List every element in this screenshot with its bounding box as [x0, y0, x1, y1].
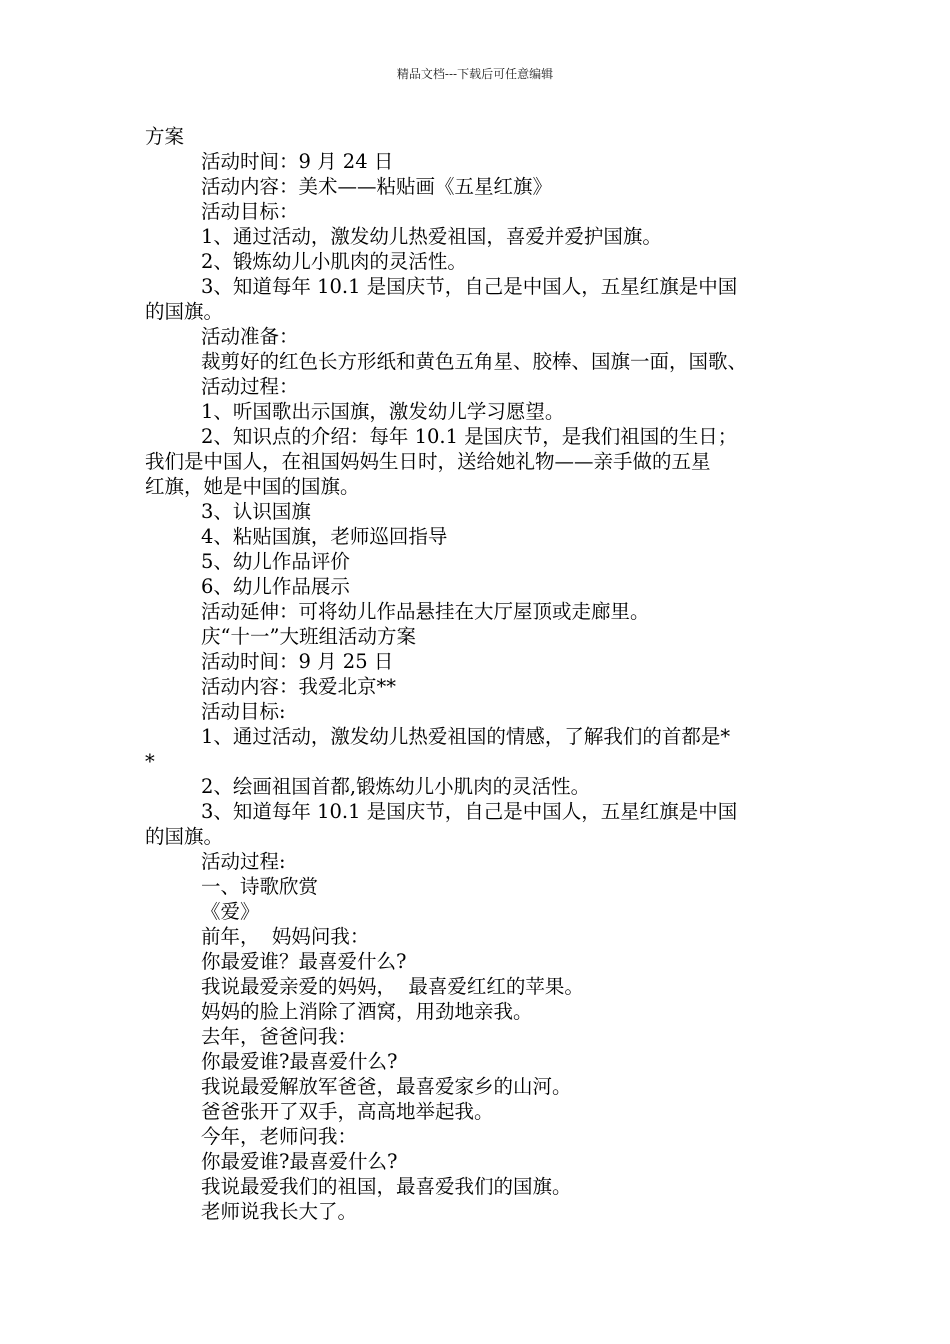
text-line: 一、诗歌欣赏 — [201, 875, 319, 898]
text-line: 3、知道每年 10.1 是国庆节，自己是中国人，五星红旗是中国 — [201, 275, 738, 298]
text-line: 方案 — [145, 125, 185, 148]
text-line: 今年，老师问我： — [201, 1125, 358, 1148]
text-line: 老师说我长大了。 — [201, 1200, 358, 1223]
text-line: * — [145, 750, 155, 773]
text-line: 活动过程: — [201, 850, 286, 873]
text-line: 5、幼儿作品评价 — [201, 550, 350, 573]
text-line: 1、听国歌出示国旗，激发幼儿学习愿望。 — [201, 400, 565, 423]
text-line: 我们是中国人，在祖国妈妈生日时，送给她礼物——亲手做的五星 — [145, 450, 711, 473]
text-line: 活动准备： — [201, 325, 299, 348]
text-line: 活动时间：9 月 24 日 — [201, 150, 394, 173]
text-line: 我说最爱我们的祖国，最喜爱我们的国旗。 — [201, 1175, 572, 1198]
text-line: 《爱》 — [201, 900, 260, 923]
text-line: 裁剪好的红色长方形纸和黄色五角星、胶棒、国旗一面，国歌、 — [201, 350, 748, 373]
text-line: 1、通过活动，激发幼儿热爱祖国的情感，了解我们的首都是* — [201, 725, 731, 748]
text-line: 2、知识点的介绍：每年 10.1 是国庆节，是我们祖国的生日； — [201, 425, 738, 448]
page-header: 精品文档---下载后可任意编辑 — [396, 67, 554, 81]
document-body — [145, 124, 817, 1224]
text-line: 庆“十一”大班组活动方案 — [201, 625, 416, 648]
text-line: 你最爱谁?最喜爱什么? — [201, 1150, 398, 1173]
text-line: 前年， 妈妈问我： — [201, 925, 370, 948]
text-line: 你最爱谁？最喜爱什么? — [201, 950, 407, 973]
text-line: 2、绘画祖国首都,锻炼幼儿小肌肉的灵活性。 — [201, 775, 591, 798]
text-line: 你最爱谁?最喜爱什么? — [201, 1050, 398, 1073]
text-line: 活动延伸：可将幼儿作品悬挂在大厅屋顶或走廊里。 — [201, 600, 650, 623]
text-line: 我说最爱解放军爸爸，最喜爱家乡的山河。 — [201, 1075, 572, 1098]
text-line: 2、锻炼幼儿小肌肉的灵活性。 — [201, 250, 467, 273]
text-line: 去年，爸爸问我： — [201, 1025, 358, 1048]
text-line: 活动内容：我爱北京** — [201, 675, 397, 698]
text-line: 活动目标： — [201, 200, 299, 223]
text-line: 爸爸张开了双手，高高地举起我。 — [201, 1100, 494, 1123]
text-line: 活动过程： — [201, 375, 299, 398]
text-line: 我说最爱亲爱的妈妈， 最喜爱红红的苹果。 — [201, 975, 584, 998]
text-line: 活动目标: — [201, 700, 286, 723]
text-line: 4、粘贴国旗，老师巡回指导 — [201, 525, 448, 548]
text-line: 的国旗。 — [145, 825, 224, 848]
text-line: 红旗，她是中国的国旗。 — [145, 475, 360, 498]
text-line: 妈妈的脸上消除了酒窝，用劲地亲我。 — [201, 1000, 533, 1023]
text-line: 6、幼儿作品展示 — [201, 575, 350, 598]
text-line: 1、通过活动，激发幼儿热爱祖国，喜爱并爱护国旗。 — [201, 225, 662, 248]
text-line: 活动时间：9 月 25 日 — [201, 650, 394, 673]
text-line: 的国旗。 — [145, 300, 224, 323]
text-line: 3、知道每年 10.1 是国庆节，自己是中国人，五星红旗是中国 — [201, 800, 738, 823]
text-line: 活动内容：美术——粘贴画《五星红旗》 — [201, 175, 553, 198]
text-line: 3、认识国旗 — [201, 500, 311, 523]
